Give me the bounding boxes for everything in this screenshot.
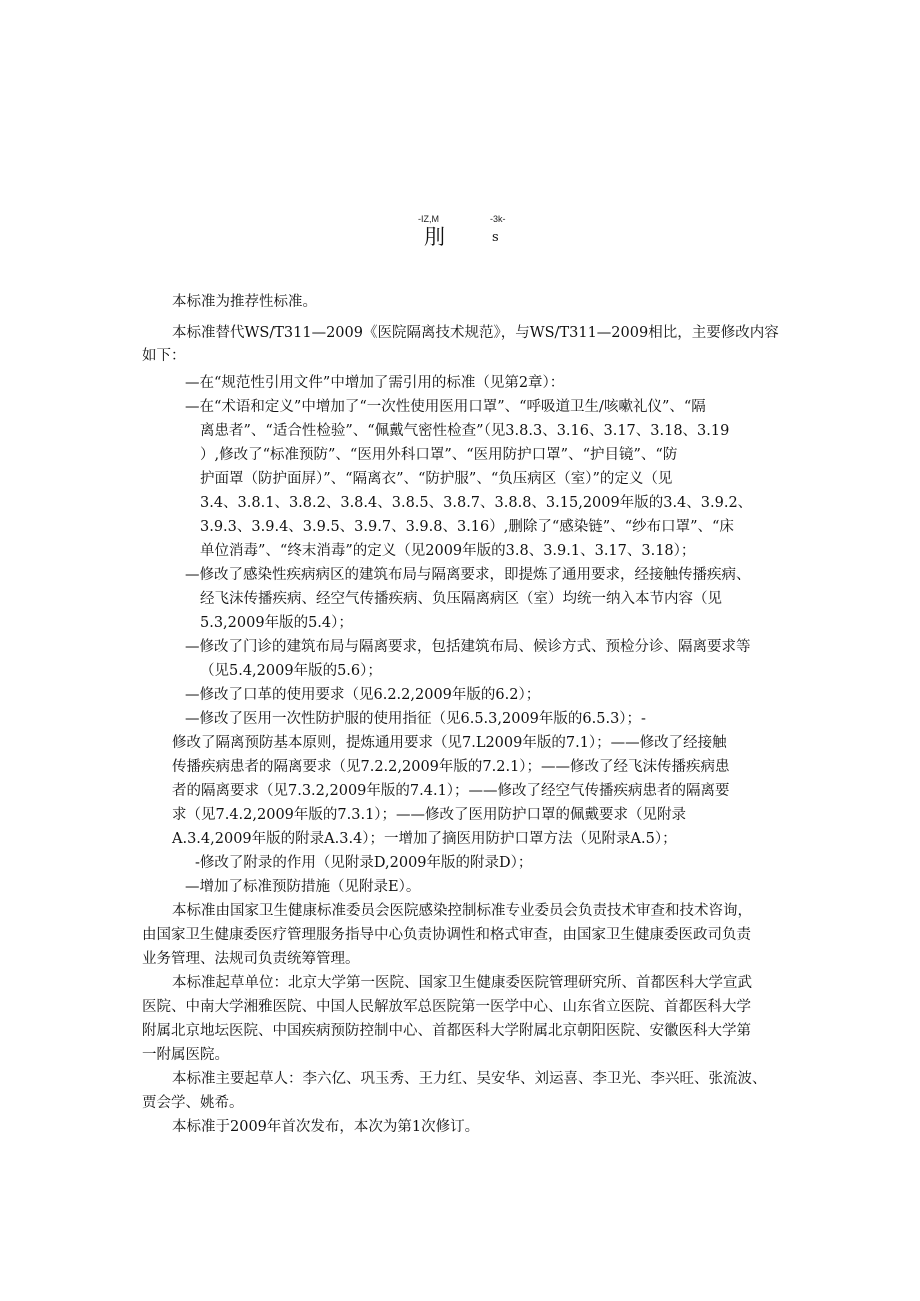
- page-title-char: 刖: [424, 225, 445, 249]
- text-line: 求（见7.4.2,2009年版的7.3.1）；——修改了医用防护口罩的佩戴要求（见附录: [172, 807, 687, 823]
- text-line: -修改了附录的作用（见附录D,2009年版的附录D）；: [195, 855, 533, 871]
- text-line: 本标准主要起草人：李六亿、巩玉秀、王力红、吴安华、刘运喜、李卫光、李兴旺、张流波、: [172, 1071, 767, 1087]
- text-line: —修改了医用一次性防护服的使用指征（见6.5.3,2009年版的6.5.3）；-: [185, 711, 646, 727]
- text-line: 本标准替代WS/T311—2009《医院隔离技术规范》，与WS/T311—2009相比，主要修改内容: [172, 325, 779, 341]
- text-line: 一附属医院。: [142, 1047, 229, 1063]
- text-line: 离患者”、“适合性检验”、“佩戴气密性检查”（见3.8.3、3.16、3.17、3.18、3.19: [200, 423, 730, 439]
- text-line: 3.4、3.8.1、3.8.2、3.8.4、3.8.5、3.8.7、3.8.8、3.15,2009年版的3.4、3.9.2、: [200, 495, 753, 511]
- text-line: 如下：: [142, 348, 186, 364]
- text-line: 本标准于2009年首次发布，本次为第1次修订。: [172, 1119, 480, 1135]
- text-line: 本标准为推荐性标准。: [172, 294, 317, 310]
- header-tag-right: -3k-: [490, 214, 506, 224]
- text-line: —增加了标准预防措施（见附录E）。: [185, 879, 421, 895]
- text-line: A.3.4,2009年版的附录A.3.4）；一增加了摘医用防护口罩方法（见附录A.5）；: [172, 831, 677, 847]
- text-line: 护面罩（防护面屏）”、“隔离衣”、“防护服”、“负压病区（室）”的定义（见: [200, 471, 673, 487]
- text-line: 5.3,2009年版的5.4）；: [200, 615, 353, 631]
- text-line: —在“规范性引用文件”中增加了需引用的标准（见第2章）：: [185, 375, 565, 391]
- page-title-s: s: [492, 230, 499, 245]
- text-line: 3.9.3、3.9.4、3.9.5、3.9.7、3.9.8、3.16）,删除了“感染链”、“纱布口罩”、“床: [200, 519, 734, 535]
- text-line: 单位消毒”、“终末消毒”的定义（见2009年版的3.8、3.9.1、3.17、3.18）；: [200, 543, 696, 559]
- text-line: 医院、中南大学湘雅医院、中国人民解放军总医院第一医学中心、山东省立医院、首都医科大学: [142, 999, 751, 1015]
- text-line: （见5.4,2009年版的5.6）；: [200, 663, 382, 679]
- text-line: 传播疾病患者的隔离要求（见7.2.2,2009年版的7.2.1）；——修改了经飞沫传播疾病患: [172, 759, 730, 775]
- text-line: 附属北京地坛医院、中国疾病预防控制中心、首都医科大学附属北京朝阳医院、安徽医科大学第: [142, 1023, 751, 1039]
- text-line: 贾会学、姚希。: [142, 1095, 244, 1111]
- text-line: ）,修改了“标准预防”、“医用外科口罩”、“医用防护口罩”、“护目镜”、“防: [200, 447, 678, 463]
- text-line: 修改了隔离预防基本原则，提炼通用要求（见7.L2009年版的7.1）；——修改了经接触: [172, 735, 727, 751]
- text-line: —在“术语和定义”中增加了“一次性使用医用口罩”、“呼吸道卫生/咳嗽礼仪”、“隔: [185, 399, 706, 415]
- text-line: 本标准由国家卫生健康标准委员会医院感染控制标准专业委员会负责技术审查和技术咨询，: [172, 903, 752, 919]
- text-line: 者的隔离要求（见7.3.2,2009年版的7.4.1）；——修改了经空气传播疾病患者的隔离要: [172, 783, 730, 799]
- header-tag-left: -IZ,M: [418, 214, 439, 224]
- text-line: 业务管理、法规司负责统筹管理。: [142, 951, 360, 967]
- text-line: —修改了感染性疾病病区的建筑布局与隔离要求，即提炼了通用要求，经接触传播疾病、: [185, 567, 751, 583]
- text-line: —修改了口革的使用要求（见6.2.2,2009年版的6.2）；: [185, 687, 541, 703]
- text-line: —修改了门诊的建筑布局与隔离要求，包括建筑布局、候诊方式、预检分诊、隔离要求等: [185, 639, 751, 655]
- text-line: 经飞沫传播疾病、经空气传播疾病、负压隔离病区（室）均统一纳入本节内容（见: [200, 591, 722, 607]
- text-line: 本标准起草单位：北京大学第一医院、国家卫生健康委医院管理研究所、首都医科大学宣武: [172, 975, 752, 991]
- text-line: 由国家卫生健康委医疗管理服务指导中心负责协调性和格式审查，由国家卫生健康委医政司负责: [142, 927, 751, 943]
